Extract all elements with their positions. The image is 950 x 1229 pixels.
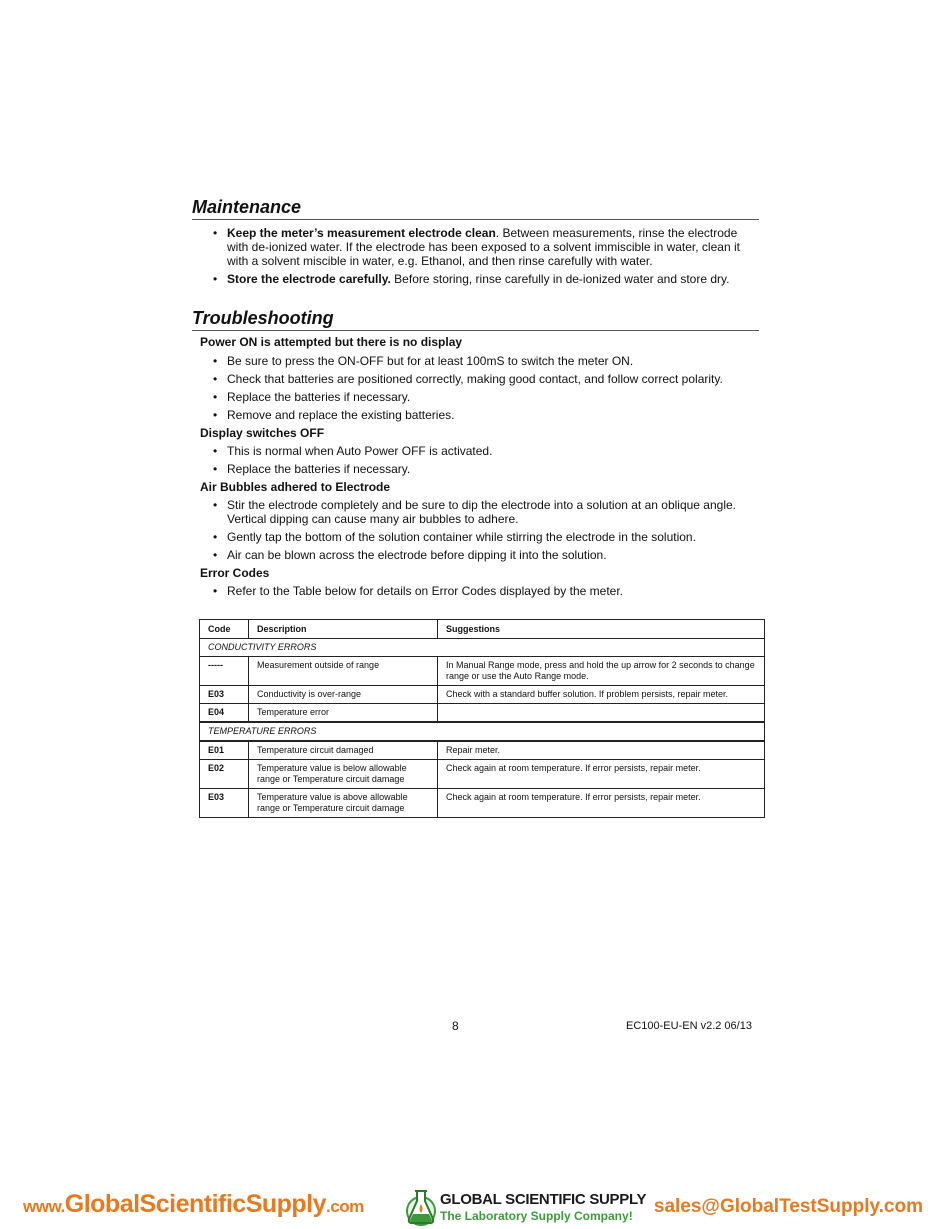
error-code: E03	[200, 686, 249, 704]
list-item: • This is normal when Auto Power OFF is activated.	[200, 444, 760, 458]
error-description: Temperature circuit damaged	[249, 741, 438, 760]
list-item: • Replace the batteries if necessary.	[200, 462, 760, 476]
error-code: E02	[200, 760, 249, 789]
air-bubbles-heading: Air Bubbles adhered to Electrode	[200, 480, 391, 494]
website-suffix: .com	[326, 1197, 364, 1216]
list-item: • Stir the electrode completely and be sure to dip the electrode into a solution at an oblique angle. Vertical dipping can cause many air bubbles to adhere.	[200, 498, 760, 526]
display-off-list	[200, 444, 760, 480]
error-codes-list	[200, 584, 760, 602]
table-row	[200, 760, 765, 789]
table-row	[200, 741, 765, 760]
table-group-row	[200, 722, 765, 741]
error-codes-heading: Error Codes	[200, 566, 270, 580]
document-reference: EC100-EU-EN v2.2 06/13	[626, 1020, 752, 1032]
list-item: • Gently tap the bottom of the solution container while stirring the electrode in the solution.	[200, 530, 760, 544]
item-bold-text: Keep the meter’s measurement electrode clean	[227, 226, 496, 240]
column-header-code: Code	[200, 620, 249, 639]
list-item: • Check that batteries are positioned correctly, making good contact, and follow correct polarity.	[200, 372, 760, 386]
error-suggestion: In Manual Range mode, press and hold the up arrow for 2 seconds to change range or use the Auto Range mode.	[438, 657, 765, 686]
power-on-list	[200, 354, 760, 426]
brand-tagline: The Laboratory Supply Company!	[440, 1209, 633, 1223]
error-description: Temperature value is above allowable range or Temperature circuit damage	[249, 789, 438, 818]
error-code: -----	[200, 657, 249, 686]
list-item: • Refer to the Table below for details on Error Codes displayed by the meter.	[200, 584, 760, 598]
error-suggestion: Check again at room temperature. If error persists, repair meter.	[438, 760, 765, 789]
error-description: Temperature value is below allowable range or Temperature circuit damage	[249, 760, 438, 789]
table-row	[200, 789, 765, 818]
brand-name: GLOBAL SCIENTIFIC SUPPLY	[440, 1191, 647, 1208]
table-row	[200, 657, 765, 686]
group-label-temperature: TEMPERATURE ERRORS	[200, 722, 765, 741]
error-description: Temperature error	[249, 704, 438, 723]
website-link[interactable]	[23, 1190, 364, 1219]
error-description: Conductivity is over-range	[249, 686, 438, 704]
list-item: • Air can be blown across the electrode before dipping it into the solution.	[200, 548, 760, 562]
item-bold-text: Store the electrode carefully.	[227, 272, 391, 286]
error-description: Measurement outside of range	[249, 657, 438, 686]
website-prefix: www.	[23, 1197, 65, 1216]
display-off-heading: Display switches OFF	[200, 426, 325, 440]
group-label-conductivity: CONDUCTIVITY ERRORS	[200, 639, 765, 657]
error-suggestion: Check with a standard buffer solution. If problem persists, repair meter.	[438, 686, 765, 704]
maintenance-title: Maintenance	[192, 197, 759, 220]
error-code: E01	[200, 741, 249, 760]
item-text: Before storing, rinse carefully in de-ionized water and store dry.	[390, 272, 730, 286]
list-item	[200, 226, 760, 268]
troubleshooting-title: Troubleshooting	[192, 308, 759, 331]
flask-icon	[403, 1187, 443, 1227]
website-main: GlobalScientificSupply	[64, 1190, 327, 1218]
list-item: • Replace the batteries if necessary.	[200, 390, 760, 404]
list-item: • Remove and replace the existing batteries.	[200, 408, 760, 422]
error-codes-table	[199, 619, 765, 818]
item-text: . Between measurements, rinse the electrode with de-ionized water. If the electrode has been exposed to a solvent immiscible in water, clean it with a solvent miscible in water, e.g. Ethanol, and then rinse carefully with water.	[227, 226, 740, 268]
error-suggestion	[438, 704, 765, 723]
column-header-suggestions: Suggestions	[438, 620, 765, 639]
page-number: 8	[452, 1019, 459, 1033]
table-header-row	[200, 620, 765, 639]
error-code: E04	[200, 704, 249, 723]
error-code: E03	[200, 789, 249, 818]
maintenance-list	[200, 226, 760, 290]
table-group-row	[200, 639, 765, 657]
list-item: • Be sure to press the ON-OFF but for at least 100mS to switch the meter ON.	[200, 354, 760, 368]
column-header-description: Description	[249, 620, 438, 639]
power-on-heading: Power ON is attempted but there is no display	[200, 335, 463, 349]
error-suggestion: Repair meter.	[438, 741, 765, 760]
air-bubbles-list	[200, 498, 760, 566]
table-row	[200, 686, 765, 704]
error-suggestion: Check again at room temperature. If error persists, repair meter.	[438, 789, 765, 818]
list-item	[200, 272, 760, 286]
table-row	[200, 704, 765, 723]
sales-email-link[interactable]: sales@GlobalTestSupply.com	[653, 1196, 923, 1217]
